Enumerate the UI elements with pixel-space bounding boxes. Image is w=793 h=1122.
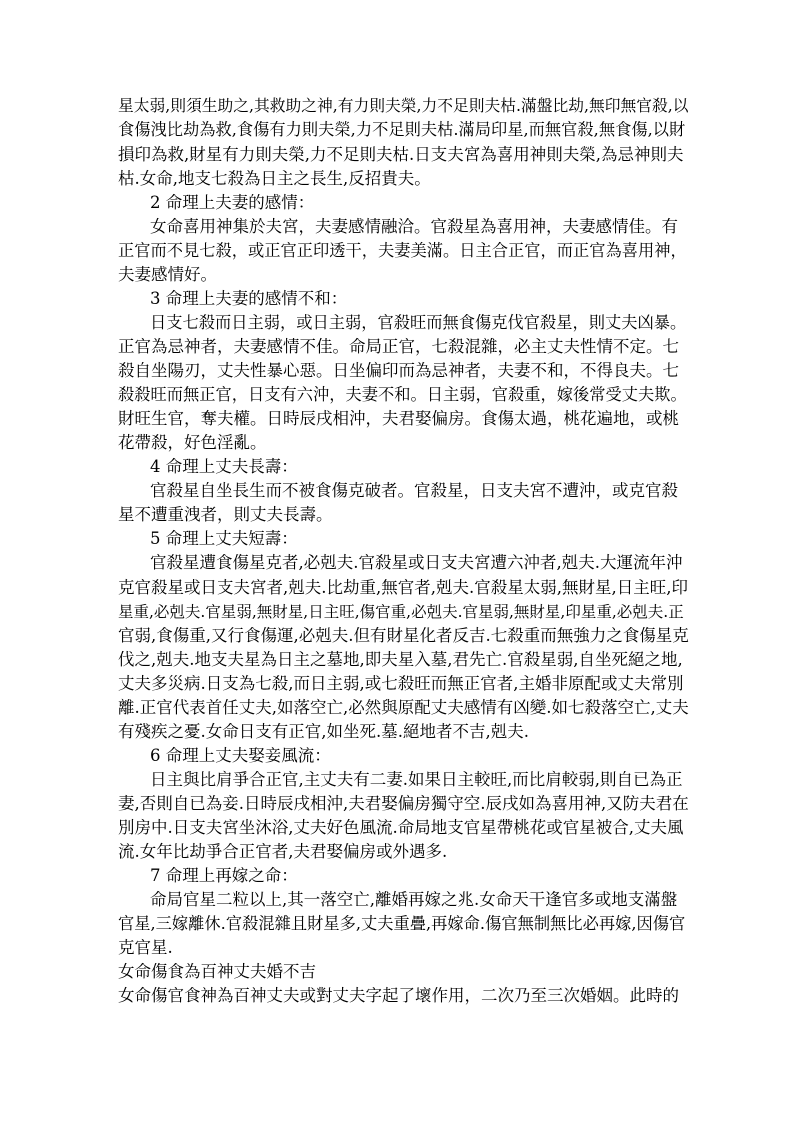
section-heading: 2 命理上夫妻的感情：	[150, 193, 315, 212]
body-text-line: 流.女年比劫爭合正官者,夫君娶偏房或外遇多.	[118, 842, 448, 861]
body-text-line: 殺自坐陽刃，丈夫性暴心惡。日坐偏印而為忌神者，夫妻不和，不得良夫。七	[118, 361, 679, 380]
body-text-line: 食傷洩比劫為救,食傷有力則夫榮,力不足則夫枯.滿局印星,而無官殺,無食傷,以財	[118, 120, 686, 139]
body-text-line: 有殘疾之憂.女命日支有正官,如坐死.墓.絕地者不吉,剋夫.	[118, 722, 529, 741]
body-text-line: 丈夫多災病.日支為七殺,而日主弱,或七殺旺而無正官者,主婚非原配或丈夫常別	[118, 674, 684, 693]
body-text-line: 星太弱,則須生助之,其救助之神,有力則夫榮,力不足則夫枯.滿盤比劫,無印無官殺,以	[118, 96, 689, 115]
body-text-line: 克官星.	[118, 938, 173, 957]
body-text-line: 日支七殺而日主弱，或日主弱，官殺旺而無食傷克伐官殺星，則丈夫凶暴。	[150, 313, 687, 332]
body-text-line: 妻,否則自已為妾.日時辰戌相沖,夫君娶偏房獨守空.辰戌如為喜用神,又防夫君在	[118, 794, 689, 813]
body-text-line: 正官而不見七殺，或正官正印透干，夫妻美滿。日主合正官，而正官為喜用神，	[118, 241, 687, 260]
section-heading: 3 命理上夫妻的感情不和：	[150, 289, 348, 308]
body-text-line: 星重,必剋夫.官星弱,無財星,日主旺,傷官重,必剋夫.官星弱,無財星,印星重,必剋夫.正	[118, 603, 684, 621]
body-text-line: 日主與比肩爭合正官,主丈夫有二妻.如果日主較旺,而比肩較弱,則自已為正	[150, 770, 683, 789]
body-text-line: 財旺生官，奪夫權。日時辰戌相沖，夫君娶偏房。食傷太過，桃花遍地，或桃	[118, 409, 679, 428]
body-text-line: 命局官星二粒以上,其一落空亡,離婚再嫁之兆.女命天干逢官多或地支滿盤	[150, 890, 678, 909]
body-text-line: 枯.女命,地支七殺為日主之長生,反招貴夫。	[118, 169, 431, 188]
body-text-line: 別房中.日支夫宮坐沐浴,丈夫好色風流.命局地支官星帶桃花或官星被合,丈夫風	[118, 818, 684, 837]
body-text-line: 正官為忌神者，夫妻感情不佳。命局正官，七殺混雜，必主丈夫性情不定。七	[118, 337, 679, 356]
body-text-line: 官弱,食傷重,又行食傷運,必剋夫.但有財星化者反吉.七殺重而無強力之食傷星克	[118, 626, 689, 645]
body-text-line: 伐之,剋夫.地支夫星為日主之墓地,即夫星入墓,君先亡.官殺星弱,自坐死絕之地,	[118, 650, 683, 669]
section-heading: 6 命理上丈夫娶妾風流：	[150, 746, 331, 765]
body-text-line: 女命喜用神集於夫宮，夫妻感情融洽。官殺星為喜用神，夫妻感情佳。有	[150, 217, 678, 236]
body-text-line: 損印為救,財星有力則夫榮,力不足則夫枯.日支夫宮為喜用神則夫榮,為忌神則夫	[118, 145, 684, 164]
body-text-line: 官殺星遭食傷星克者,必剋夫.官殺星或日支夫宮遭六沖者,剋夫.大運流年沖	[150, 553, 683, 572]
body-text-line: 殺殺旺而無正官，日支有六沖，夫妻不和。日主弱，官殺重，嫁後常受丈夫欺。	[118, 385, 687, 404]
body-text-line: 離.正官代表首任丈夫,如落空亡,必然與原配丈夫感情有凶變.如七殺落空亡,丈夫	[118, 698, 689, 717]
section-heading: 4 命理上丈夫長壽：	[150, 457, 298, 476]
body-text-line: 官殺星自坐長生而不被食傷克破者。官殺星，日支夫宮不遭沖，或克官殺	[150, 481, 678, 500]
section-heading: 5 命理上丈夫短壽：	[150, 529, 298, 548]
body-text-line: 克官殺星或日支夫宮者,剋夫.比劫重,無官者,剋夫.官殺星太弱,無財星,日主旺,印	[118, 578, 688, 597]
section-heading: 女命傷食為百神丈夫婚不吉	[118, 962, 316, 981]
section-heading: 7 命理上再嫁之命：	[150, 866, 298, 885]
body-text-line: 星不遭重洩者，則丈夫長壽。	[118, 505, 333, 524]
body-text-line: 花帶殺，好色淫亂。	[118, 433, 267, 452]
body-text-line: 女命傷官食神為百神丈夫或對丈夫字起了壞作用，二次乃至三次婚姻。此時的	[118, 986, 679, 1005]
body-text-line: 官星,三嫁離休.官殺混雜且財星多,丈夫重疊,再嫁命.傷官無制無比必再嫁,因傷官	[118, 914, 686, 933]
body-text-line: 夫妻感情好。	[118, 265, 217, 284]
